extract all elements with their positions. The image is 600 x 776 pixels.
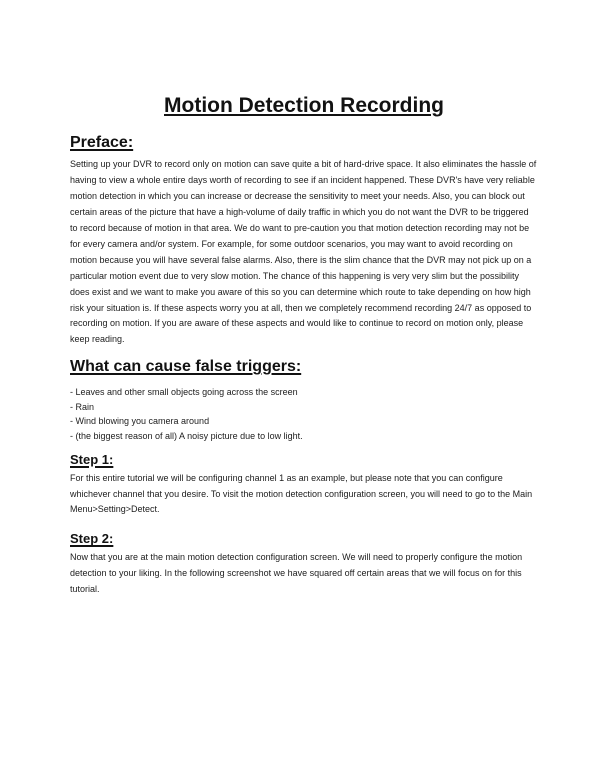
- false-triggers-heading: What can cause false triggers:: [70, 358, 302, 376]
- list-item: - Leaves and other small objects going across the screen: [70, 387, 298, 398]
- step-2-paragraph: Now that you are at the main motion detection configuration screen. We will need to properly configure the motion detection to your liking. In the following screenshot we have squared off certain areas that we will focus on for this tutorial.: [70, 551, 523, 594]
- step-1-paragraph: For this entire tutorial we will be configuring channel 1 as an example, but please note that you can configure whichever channel that you desire. To visit the motion detection configuration screen, you will need to go to the Main Menu>Setting>Detect.: [70, 472, 533, 515]
- list-item: - Wind blowing you camera around: [70, 416, 210, 427]
- false-triggers-list: [70, 385, 538, 443]
- preface-heading: Preface:: [70, 134, 134, 152]
- document-title: Motion Detection Recording: [164, 94, 444, 117]
- preface-paragraph: Setting up your DVR to record only on motion can save quite a bit of hard-drive space. It also eliminates the hassle of having to view a whole entire days worth of recording to see if an incident happened. These DVR's have very reliable motion detection in which you can increase or decrease the sensitivity to meet your needs. Also, you can block out certain areas of the picture that have a high-volume of daily traffic in which you do not want the DVR to be triggered to record because of motion in that area. We do want to pre-caution you that motion detection recording may not be for every camera and/or system. For example, for some outdoor scenarios, you may want to avoid recording on motion because you will have several false alarms. Also, there is the slim chance that the DVR may not pick up on a particular motion event due to very slow motion. The chance of this happening is very very slim but the possibility does exist and we want to make you aware of this so you can determine which route to take depending on how high risk your situation is. If these aspects worry you at all, then we completely recommend recording 24/7 as opposed to recording on motion. If you are aware of these aspects and would like to continue to record on motion only, please keep reading.: [70, 159, 537, 345]
- step-2-heading: Step 2:: [70, 531, 114, 547]
- step-1-heading: Step 1:: [70, 452, 114, 468]
- list-item: - (the biggest reason of all) A noisy picture due to low light.: [70, 430, 303, 441]
- list-item: - Rain: [70, 401, 95, 412]
